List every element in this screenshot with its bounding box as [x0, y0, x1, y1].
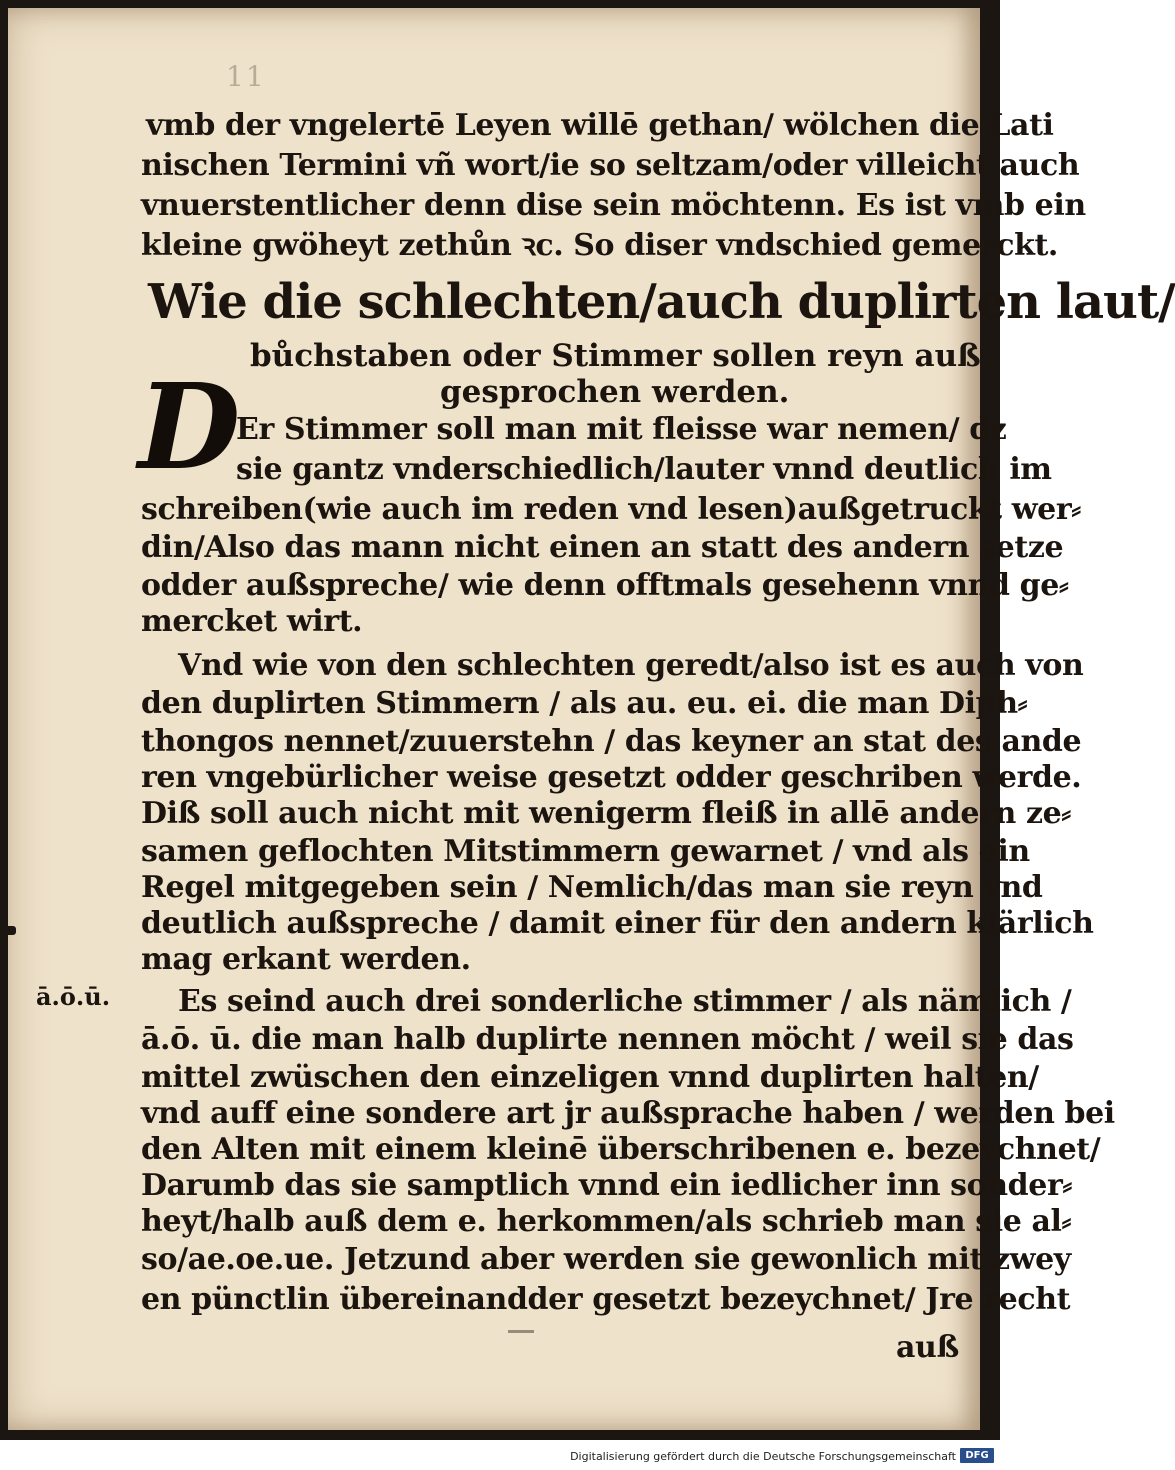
text-line: Darumb das sie samptlich vnnd ein iedlicher inn sonder⸗	[141, 1168, 1072, 1203]
decorated-initial: D	[138, 357, 241, 496]
funding-credit: Digitalisierung gefördert durch die Deutsche Forschungsgemeinschaft	[570, 1450, 956, 1463]
text-line: thongos nennet/zuuerstehn / das keyner an stat des ande	[141, 724, 1082, 759]
text-line: schreiben(wie auch im reden vnd lesen)außgetruckt wer⸗	[141, 492, 1081, 527]
text-line: Vnd wie von den schlechten geredt/also ist es auch von	[178, 648, 1084, 683]
book-page	[8, 8, 1175, 1430]
text-line: din/Also das mann nicht einen an statt des andern setze	[141, 530, 1064, 565]
text-line: so/ae.oe.ue. Jetzund aber werden sie gewonlich mit zwey	[141, 1242, 1071, 1277]
text-line: en pünctlin übereinandder gesetzt bezeychnet/ Jre recht	[141, 1282, 1071, 1317]
page-edge-mark	[2, 926, 16, 935]
text-line: nischen Termini vñ wort/ie so seltzam/oder villeicht auch	[141, 148, 1080, 183]
text-line: den Alten mit einem kleinē überschribenen e. bezeychnet/	[141, 1132, 1101, 1167]
page-number: 11	[226, 60, 266, 93]
text-line: ā.ō. ū. die man halb duplirte nennen möcht / weil sie das	[141, 1022, 1074, 1057]
footer-bar	[0, 1440, 1000, 1470]
section-heading: Wie die schlechten/auch duplirten laut/	[148, 274, 1175, 330]
text-line: Er Stimmer soll man mit fleisse war nemen/ dz	[236, 412, 1007, 447]
text-line: samen geflochten Mitstimmern gewarnet / vnd als ein	[141, 834, 1030, 869]
text-line: vmb der vngelertē Leyen willē gethan/ wölchen die Lati	[146, 108, 1054, 143]
text-line: vnuerstentlicher denn dise sein möchtenn. Es ist vmb ein	[141, 188, 1086, 223]
ink-mark	[508, 1330, 534, 1333]
text-line: ren vngebürlicher weise gesetzt odder geschriben werde.	[141, 760, 1082, 795]
text-line: mittel zwüschen den einzeligen vnnd duplirten halten/	[141, 1060, 1039, 1095]
dfg-logo-icon: DFG	[960, 1448, 994, 1463]
text-line: odder außspreche/ wie denn offtmals gesehenn vnnd ge⸗	[141, 568, 1069, 603]
text-line: deutlich außspreche / damit einer für den andern klärlich	[141, 906, 1094, 941]
catchword: auß	[896, 1330, 959, 1365]
text-line: Regel mitgegeben sein / Nemlich/das man sie reyn vnd	[141, 870, 1043, 905]
text-line: heyt/halb auß dem e. herkommen/als schrieb man sie al⸗	[141, 1204, 1072, 1239]
section-subheading: bůchstaben oder Stimmer sollen reyn auß	[250, 338, 981, 374]
text-line: vnd auff eine sondere art jr außsprache haben / werden bei	[141, 1096, 1115, 1131]
text-line: kleine gwöheyt zethůn ꝛc. So diser vndschied gemerckt.	[141, 228, 1058, 263]
text-line: mercket wirt.	[141, 604, 363, 639]
text-line: sie gantz vnderschiedlich/lauter vnnd deutlich im	[236, 452, 1052, 487]
text-line: Diß soll auch nicht mit wenigerm fleiß in allē andern ze⸗	[141, 796, 1071, 831]
margin-note: ā.ō.ū.	[36, 982, 111, 1011]
page-text	[8, 8, 1175, 1430]
section-subheading: gesprochen werden.	[440, 374, 790, 410]
text-line: Es seind auch drei sonderliche stimmer / als nämlich /	[178, 984, 1072, 1019]
text-line: mag erkant werden.	[141, 942, 471, 977]
text-line: den duplirten Stimmern / als au. eu. ei. die man Diph⸗	[141, 686, 1028, 721]
